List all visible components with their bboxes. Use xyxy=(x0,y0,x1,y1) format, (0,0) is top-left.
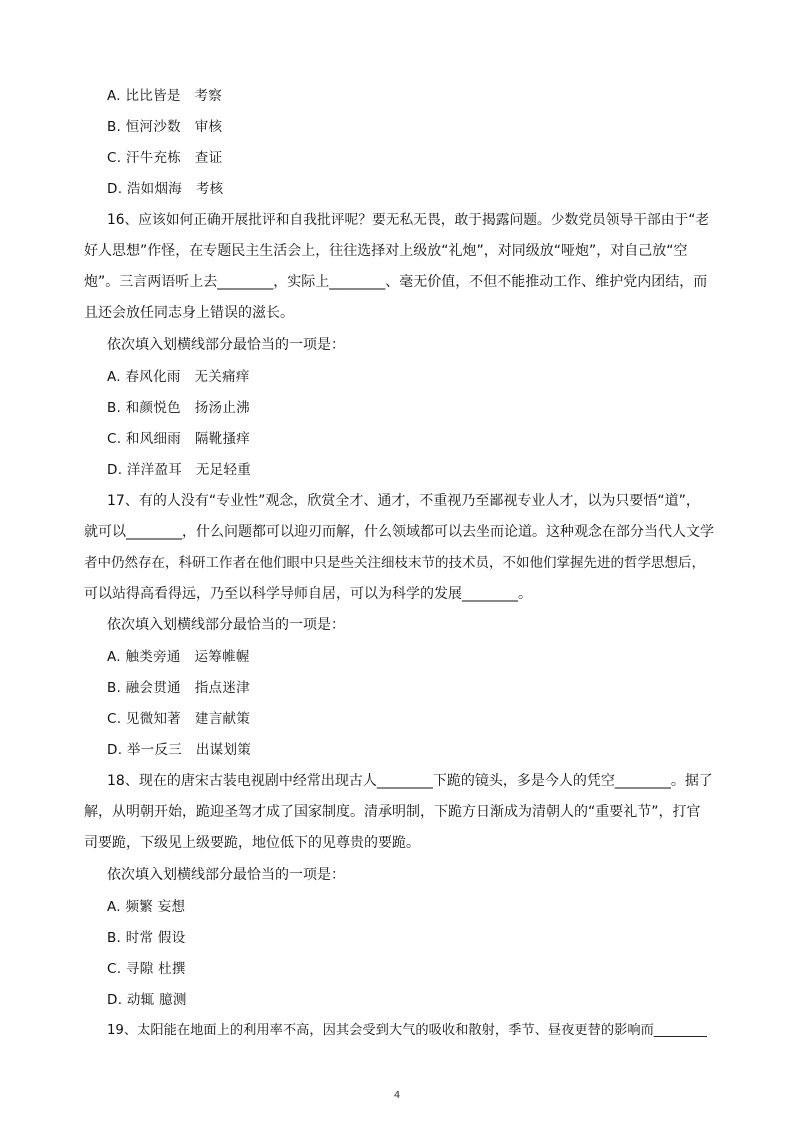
q19-line-1: 19、太阳能在地面上的利用率不高，因其会受到大气的吸收和散射，季节、昼夜更替的影响而________ xyxy=(107,1023,707,1038)
q18-line-3: 司要跪，下级见上级要跪，地位低下的见尊贵的要跪。 xyxy=(84,835,420,851)
q17-line-1: 17、有的人没有“专业性”观念，欣赏全才、通才，不重视乃至鄙视专业人才，以为只要悟“道”， xyxy=(107,493,700,509)
q17-option-c: C. 见微知著 建言献策 xyxy=(107,711,251,727)
q16-line-3: 炮”。三言两语听上去________，实际上________、毫无价值，不但不能推动工作、维护党内团结，而 xyxy=(84,274,708,290)
q16-line-1: 16、应该如何正确开展批评和自我批评呢？要无私无畏，敢于揭露问题。少数党员领导干部由于“老 xyxy=(107,212,710,228)
q18-prompt: 依次填入划横线部分最恰当的一项是： xyxy=(107,867,345,883)
q17-line-4: 可以站得高看得远，乃至以科学导师自居，可以为科学的发展________。 xyxy=(84,586,532,602)
option-a: A. 比比皆是 考察 xyxy=(107,88,223,104)
q18-line-2: 解，从明朝开始，跪迎圣驾才成了国家制度。清承明制，下跪方日渐成为清朝人的“重要礼节”，打官 xyxy=(84,804,701,820)
q18-option-d: D. 动辄 臆测 xyxy=(107,992,187,1008)
q17-option-b: B. 融会贯通 指点迷津 xyxy=(107,680,250,696)
q17-option-d: D. 举一反三 出谋划策 xyxy=(107,742,252,758)
q18-option-b: B. 时常 假设 xyxy=(107,930,186,946)
q18-option-a: A. 频繁 妄想 xyxy=(107,899,186,915)
page-number: 4 xyxy=(393,1090,401,1101)
q16-option-d: D. 洋洋盈耳 无足轻重 xyxy=(107,462,252,478)
q17-option-a: A. 触类旁通 运筹帷幄 xyxy=(107,649,250,665)
option-c: C. 汗牛充栋 查证 xyxy=(107,150,223,166)
q16-line-4: 且还会放任同志身上错误的滋长。 xyxy=(84,305,294,321)
q17-prompt: 依次填入划横线部分最恰当的一项是： xyxy=(107,617,345,633)
q16-option-c: C. 和风细雨 隔靴搔痒 xyxy=(107,431,251,447)
q18-option-c: C. 寻隙 杜撰 xyxy=(107,961,186,977)
q16-option-b: B. 和颜悦色 扬汤止沸 xyxy=(107,400,250,416)
q16-prompt: 依次填入划横线部分最恰当的一项是： xyxy=(107,337,345,353)
q17-line-3: 者中仍然存在，科研工作者在他们眼中只是些关注细枝末节的技术员，不如他们掌握先进的哲学思想后， xyxy=(84,555,705,571)
q16-line-2: 好人思想”作怪，在专题民主生活会上，往往选择对上级放“礼炮”，对同级放“哑炮”，对自己放“空 xyxy=(84,243,688,259)
q16-option-a: A. 春风化雨 无关痛痒 xyxy=(107,369,250,385)
option-d: D. 浩如烟海 考核 xyxy=(107,181,224,197)
q18-line-1: 18、现在的唐宋古装电视剧中经常出现古人________下跪的镜头，多是今人的凭空________。据了 xyxy=(107,773,713,789)
q17-line-2: 就可以________，什么问题都可以迎刃而解，什么领域都可以去坐而论道。这种观念在部分当代人文学 xyxy=(84,524,714,540)
option-b: B. 恒河沙数 审核 xyxy=(107,119,223,135)
